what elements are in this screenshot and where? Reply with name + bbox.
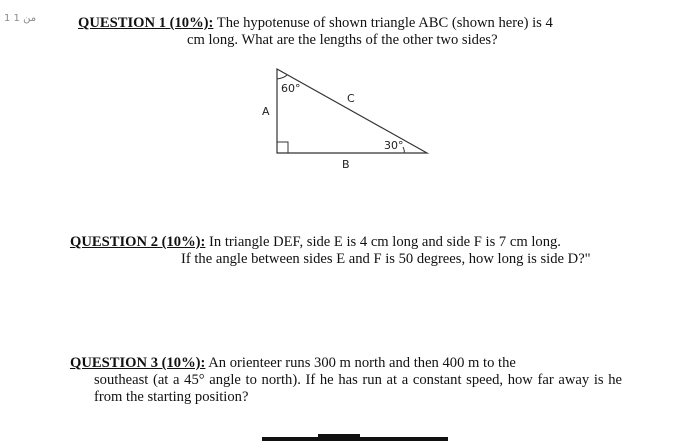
side-label-c: C <box>347 92 355 105</box>
question-1 <box>78 15 643 49</box>
question-3-text-line1: An orienteer runs 300 m north and then 400 m to the <box>205 355 516 371</box>
question-2-text-rest: If the angle between sides E and F is 50 degrees, how long is side D?" <box>181 251 591 267</box>
triangle-abc-diagram <box>255 60 435 170</box>
question-2-title: QUESTION 2 (10%): <box>70 234 206 250</box>
angle-arc-top <box>277 75 287 79</box>
question-2-text-line1: In triangle DEF, side E is 4 cm long and side F is 7 cm long. <box>205 234 561 250</box>
question-1-text-line1: The hypotenuse of shown triangle ABC (shown here) is 4 <box>213 15 553 31</box>
angle-label-right: 30° <box>384 139 404 152</box>
side-label-b: B <box>342 158 350 170</box>
question-3-title: QUESTION 3 (10%): <box>70 355 206 371</box>
question-3 <box>70 355 622 406</box>
question-3-text-rest: southeast (at a 45° angle to north). If he has run at a constant speed, how far away is he from the starting position? <box>94 372 622 405</box>
page-indicator: 1 من 1 <box>4 13 37 24</box>
angle-label-top: 60° <box>281 82 301 95</box>
side-label-a: A <box>262 105 270 118</box>
right-angle-marker <box>277 142 288 153</box>
question-1-text-line2: cm long. What are the lengths of the other two sides? <box>187 32 498 48</box>
question-2 <box>70 234 630 268</box>
bottom-divider-bar <box>262 437 448 441</box>
question-1-title: QUESTION 1 (10%): <box>78 15 214 31</box>
